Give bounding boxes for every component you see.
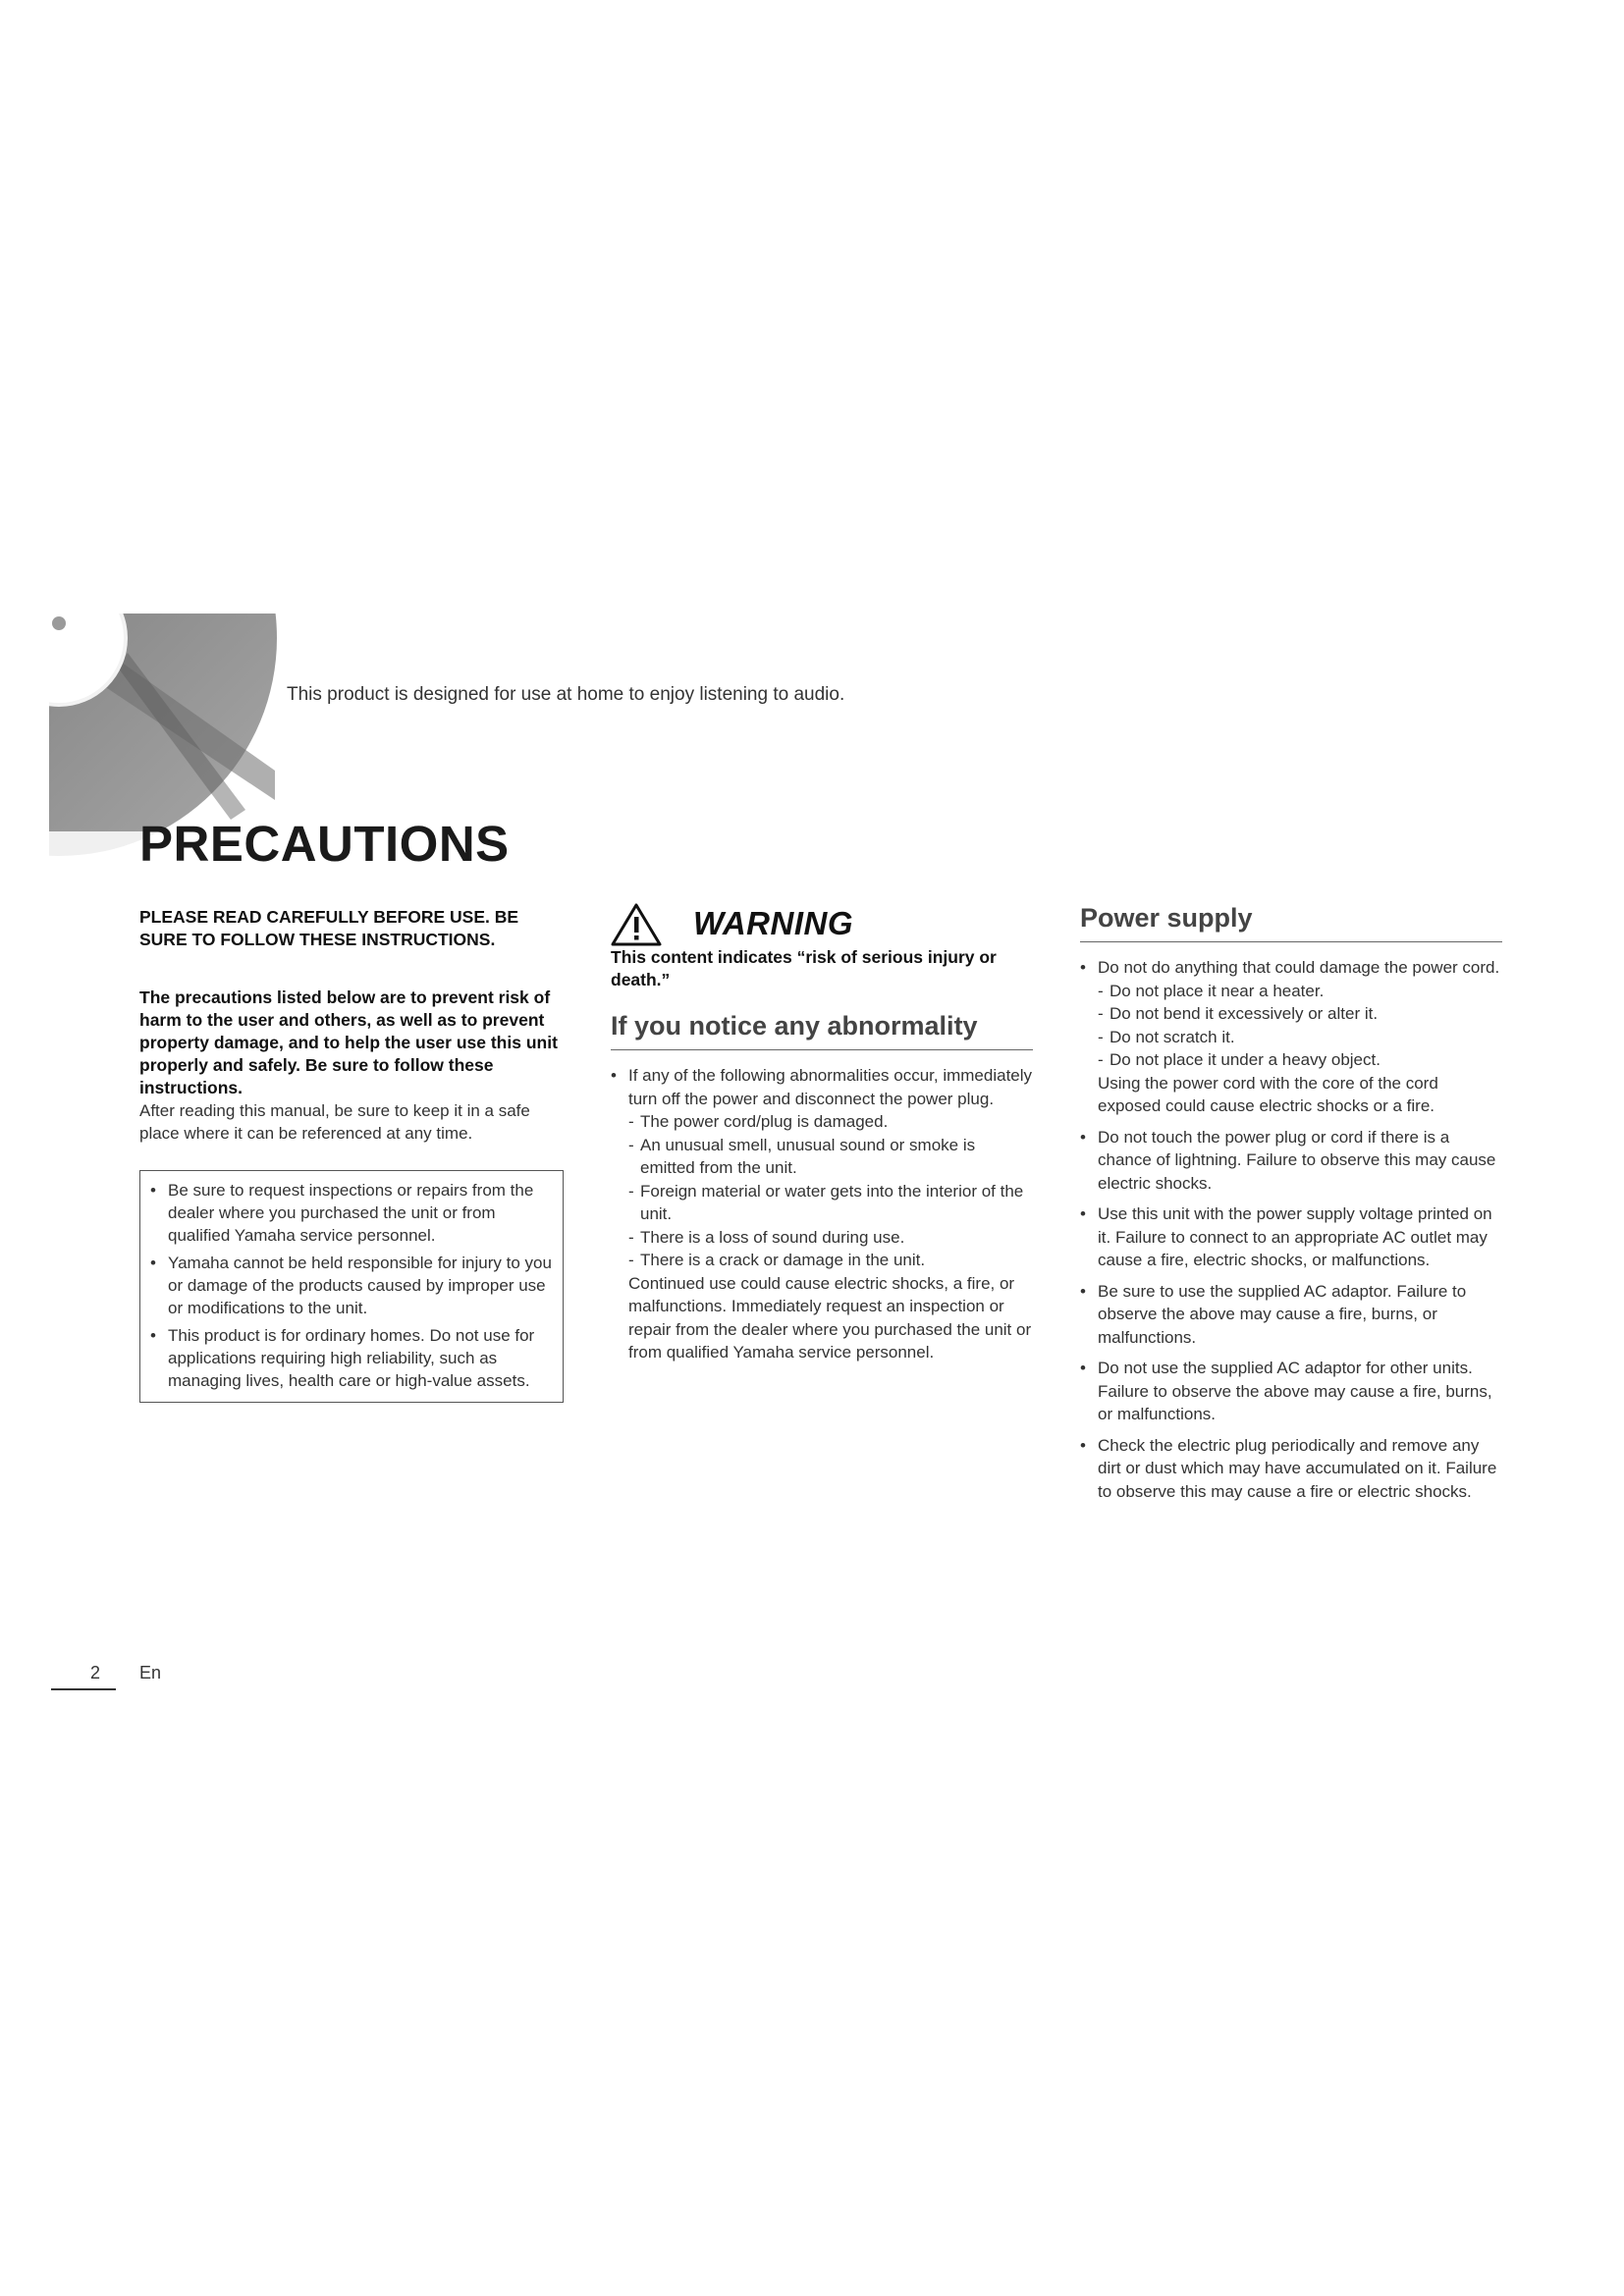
bullet-icon: • xyxy=(150,1326,156,1345)
power-supply-list xyxy=(1080,956,1502,1503)
dash-icon: - xyxy=(628,1251,634,1269)
left-column xyxy=(139,906,564,1403)
list-item xyxy=(1080,1126,1502,1196)
page-title: PRECAUTIONS xyxy=(139,816,510,872)
bullet-icon: • xyxy=(150,1254,156,1272)
sub-item xyxy=(1098,980,1502,1003)
power-supply-section-title: Power supply xyxy=(1080,903,1502,942)
sub-item-text: The power cord/plug is damaged. xyxy=(640,1112,889,1131)
dash-icon: - xyxy=(628,1135,634,1154)
right-column xyxy=(1080,903,1502,1511)
list-item-text: Check the electric plug periodically and remove any dirt or dust which may have accumulated on it. Failure to observe this may cause a fire or electric shocks. xyxy=(1098,1435,1497,1501)
notice-item-text: Be sure to request inspections or repairs from the dealer where you purchased the unit or from qualified Yamaha service personnel. xyxy=(168,1181,534,1245)
sub-item xyxy=(1098,1048,1502,1072)
list-item xyxy=(1080,1280,1502,1350)
sub-item xyxy=(628,1134,1033,1180)
list-item xyxy=(611,1064,1033,1364)
list-item xyxy=(1080,1434,1502,1504)
dash-icon: - xyxy=(1098,1004,1104,1023)
sub-item xyxy=(628,1249,1033,1272)
sub-item xyxy=(628,1180,1033,1226)
notice-item xyxy=(150,1179,553,1247)
dash-icon: - xyxy=(1098,1027,1104,1046)
page-number: 2 xyxy=(90,1663,101,1682)
sub-item-text: Do not scratch it. xyxy=(1110,1027,1235,1046)
sub-item-text: An unusual smell, unusual sound or smoke is emitted from the unit. xyxy=(640,1135,976,1177)
read-carefully-heading: PLEASE READ CAREFULLY BEFORE USE. BE SURE TO FOLLOW THESE INSTRUCTIONS. xyxy=(139,907,519,949)
list-item-text: Be sure to use the supplied AC adaptor. Failure to observe the above may cause a fire, burns, or malfunctions. xyxy=(1098,1281,1467,1347)
sub-item-text: Do not bend it excessively or alter it. xyxy=(1110,1004,1379,1023)
purpose-paragraph: The precautions listed below are to prevent risk of harm to the user and others, as well as to prevent property damage, and to help the user use this unit properly and safely. Be sure to follow these instructions. xyxy=(139,988,558,1097)
sub-item xyxy=(1098,1026,1502,1049)
after-reading-paragraph: After reading this manual, be sure to keep it in a safe place where it can be referenced at any time. xyxy=(139,1101,530,1143)
dash-icon: - xyxy=(628,1112,634,1131)
notice-box xyxy=(139,1170,564,1403)
intro-text: This product is designed for use at home to enjoy listening to audio. xyxy=(287,684,845,705)
list-item xyxy=(1080,1357,1502,1426)
bullet-icon: • xyxy=(611,1066,617,1085)
list-item-text: Do not use the supplied AC adaptor for other units. Failure to observe the above may cause a fire, burns, or malfunctions. xyxy=(1098,1359,1492,1423)
sub-item xyxy=(628,1110,1033,1134)
dash-icon: - xyxy=(1098,981,1104,1000)
page-language: En xyxy=(139,1663,162,1682)
bullet-icon: • xyxy=(1080,1281,1086,1301)
page-number-underline xyxy=(51,1688,116,1690)
list-item-text: Use this unit with the power supply voltage printed on it. Failure to connect to an appropriate AC outlet may cause a fire, electric shocks, or malfunctions. xyxy=(1098,1204,1492,1269)
notice-item xyxy=(150,1252,553,1319)
bullet-icon: • xyxy=(1080,958,1086,977)
middle-column xyxy=(611,903,1033,1372)
dash-icon: - xyxy=(1098,1050,1104,1069)
abnormality-section-title: If you notice any abnormality xyxy=(611,1011,1033,1050)
dash-icon: - xyxy=(628,1181,634,1201)
list-item xyxy=(1080,956,1502,1118)
list-item-outro: Continued use could cause electric shocks, a fire, or malfunctions. Immediately request an inspection or repair from the dealer where you purchased the unit or from qualified Yamaha service personnel. xyxy=(628,1273,1032,1362)
list-item-intro: Do not do anything that could damage the power cord. xyxy=(1098,958,1500,977)
warning-description: This content indicates “risk of serious injury or death.” xyxy=(611,947,997,989)
bullet-icon: • xyxy=(1080,1435,1086,1455)
sub-item-text: Foreign material or water gets into the interior of the unit. xyxy=(640,1181,1024,1223)
notice-item-text: Yamaha cannot be held responsible for injury to you or damage of the products caused by improper use or modifications to the unit. xyxy=(168,1254,552,1317)
dash-icon: - xyxy=(628,1227,634,1247)
sub-item-text: There is a loss of sound during use. xyxy=(640,1227,905,1247)
abnormality-list xyxy=(611,1064,1033,1364)
bullet-icon: • xyxy=(1080,1127,1086,1147)
sub-item-text: Do not place it under a heavy object. xyxy=(1110,1050,1380,1069)
bullet-icon: • xyxy=(150,1181,156,1200)
sub-item xyxy=(628,1226,1033,1250)
list-item-outro: Using the power cord with the core of the cord exposed could cause electric shocks or a fire. xyxy=(1098,1073,1438,1115)
sub-item-text: Do not place it near a heater. xyxy=(1110,981,1325,1000)
list-item xyxy=(1080,1202,1502,1272)
list-item-text: Do not touch the power plug or cord if there is a chance of lightning. Failure to observe this may cause electric shocks. xyxy=(1098,1127,1496,1193)
warning-triangle-icon xyxy=(611,903,662,946)
sub-item-text: There is a crack or damage in the unit. xyxy=(640,1251,926,1269)
bullet-icon: • xyxy=(1080,1204,1086,1223)
notice-item-text: This product is for ordinary homes. Do not use for applications requiring high reliability, such as managing lives, health care or high-value assets. xyxy=(168,1326,535,1390)
bullet-icon: • xyxy=(1080,1359,1086,1377)
warning-header xyxy=(611,903,1033,944)
notice-item xyxy=(150,1324,553,1392)
list-item-intro: If any of the following abnormalities occur, immediately turn off the power and disconnect the power plug. xyxy=(628,1066,1033,1108)
sub-item xyxy=(1098,1002,1502,1026)
warning-label: WARNING xyxy=(693,905,853,941)
